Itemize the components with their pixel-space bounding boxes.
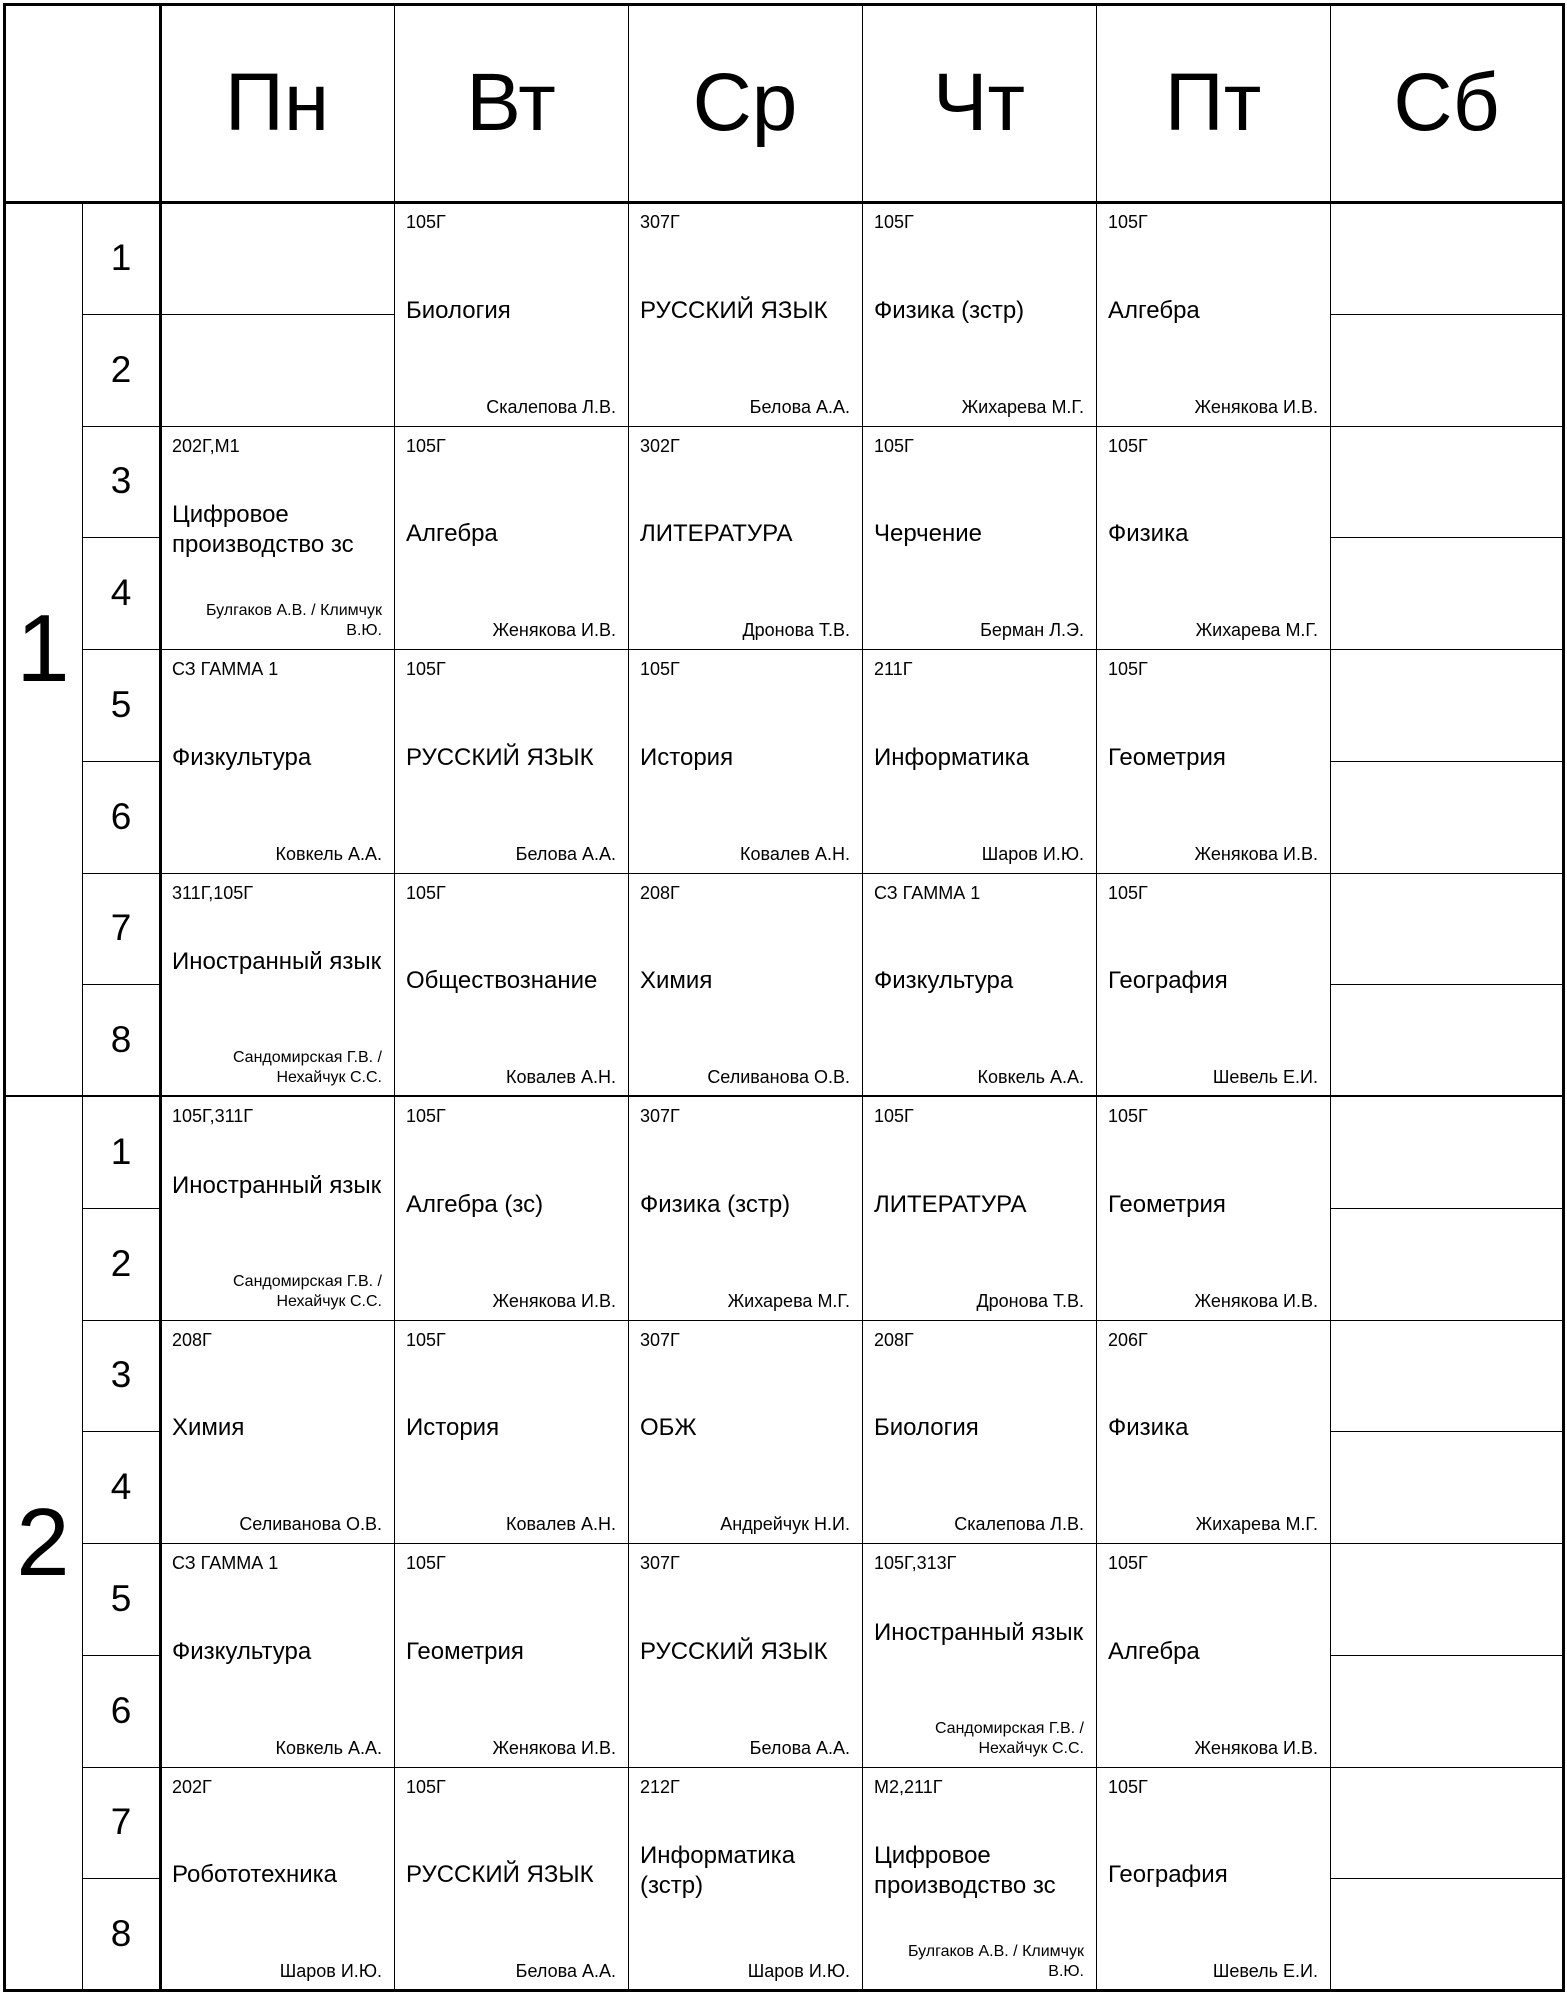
room-label: 105Г bbox=[406, 212, 446, 232]
room-label: 311Г,105Г bbox=[172, 882, 254, 903]
room-label: 105Г bbox=[1108, 1106, 1148, 1126]
teacher-name: Ковалев А.Н. bbox=[506, 1067, 616, 1087]
lesson-cell bbox=[862, 873, 1096, 1097]
day-column-divider bbox=[628, 4, 629, 1990]
subject-name: Обществознание bbox=[406, 967, 598, 995]
room-label: 307Г bbox=[640, 212, 680, 232]
frame-left bbox=[3, 4, 6, 1991]
lesson-cell bbox=[628, 1096, 862, 1320]
teacher-name: Ковкель А.А. bbox=[977, 1067, 1084, 1087]
block-divider bbox=[82, 873, 1563, 874]
lesson-cell bbox=[628, 202, 862, 426]
lesson-cell bbox=[394, 1096, 628, 1320]
lesson-cell bbox=[160, 1767, 394, 1991]
room-label: 202Г bbox=[172, 1776, 212, 1797]
empty-slot-divider bbox=[1330, 1878, 1563, 1879]
teacher-name: Белова А.А. bbox=[749, 1737, 850, 1758]
lesson-cell bbox=[1096, 873, 1330, 1097]
room-label: 105Г bbox=[406, 1329, 446, 1350]
period-divider bbox=[82, 1208, 160, 1209]
subject-name: Физика bbox=[1108, 520, 1189, 548]
empty-slot-divider bbox=[1330, 761, 1563, 762]
subject-name: История bbox=[640, 743, 734, 771]
period-number: 4 bbox=[110, 572, 132, 614]
period-number: 1 bbox=[110, 1130, 132, 1172]
room-label: 105Г bbox=[1108, 882, 1148, 903]
period-number: 5 bbox=[110, 683, 132, 725]
lesson-cell bbox=[160, 1320, 394, 1544]
room-label: 307Г bbox=[640, 1553, 680, 1573]
room-label: 105Г bbox=[406, 1553, 446, 1573]
period-divider bbox=[82, 761, 160, 762]
week-column-divider bbox=[82, 202, 83, 1990]
subject-name: ЛИТЕРАТУРА bbox=[640, 520, 793, 548]
teacher-name: Ковкель А.А. bbox=[275, 1737, 382, 1758]
room-label: 105Г bbox=[1108, 1776, 1148, 1797]
subject-name: Алгебра (зс) bbox=[406, 1190, 544, 1218]
lesson-cell bbox=[862, 1320, 1096, 1544]
subject-name: Информатика (зстр) bbox=[640, 1842, 796, 1900]
room-label: 105Г bbox=[1108, 435, 1148, 456]
lesson-cell bbox=[394, 649, 628, 873]
lesson-cell bbox=[862, 202, 1096, 426]
day-header-2: Вт bbox=[466, 57, 556, 148]
lesson-cell bbox=[628, 649, 862, 873]
subject-name: Иностранный язык bbox=[172, 948, 382, 976]
block-divider bbox=[82, 1767, 1563, 1768]
subject-name: Алгебра bbox=[1108, 1637, 1200, 1665]
day-column-divider bbox=[394, 4, 395, 1990]
lesson-cell bbox=[628, 1767, 862, 1991]
empty-slot-divider bbox=[1330, 1208, 1563, 1209]
lesson-cell bbox=[160, 1543, 394, 1767]
frame-right bbox=[1562, 4, 1565, 1991]
subject-name: Физика (зстр) bbox=[874, 296, 1025, 324]
subject-name: РУССКИЙ ЯЗЫК bbox=[640, 296, 828, 324]
teacher-name: Андрейчук Н.И. bbox=[720, 1514, 850, 1534]
empty-slot-divider bbox=[1330, 1431, 1563, 1432]
subject-name: Физкультура bbox=[172, 743, 312, 771]
teacher-name: Селиванова О.В. bbox=[239, 1514, 382, 1534]
lesson-cell bbox=[628, 1320, 862, 1544]
period-divider bbox=[82, 1878, 160, 1879]
room-label: 105Г bbox=[406, 1106, 446, 1126]
period-number: 7 bbox=[110, 1801, 132, 1843]
subject-name: РУССКИЙ ЯЗЫК bbox=[406, 743, 594, 771]
lesson-cell bbox=[160, 649, 394, 873]
day-column-divider bbox=[1096, 4, 1097, 1990]
empty-slot-divider bbox=[1330, 314, 1563, 315]
day-column-divider bbox=[1330, 4, 1331, 1990]
subject-name: Алгебра bbox=[406, 520, 498, 548]
subject-name: География bbox=[1108, 967, 1228, 995]
teacher-name: Женякова И.В. bbox=[1194, 1737, 1318, 1758]
block-divider bbox=[82, 649, 1563, 650]
room-label: 105Г bbox=[874, 1106, 914, 1126]
teacher-name: Булгаков А.В. / Климчук В.Ю. bbox=[205, 602, 382, 639]
subject-name: Биология bbox=[874, 1414, 979, 1442]
teacher-name: Шаров И.Ю. bbox=[747, 1961, 850, 1981]
teacher-name: Шевель Е.И. bbox=[1212, 1961, 1318, 1981]
subject-name: Информатика bbox=[874, 743, 1030, 771]
teacher-name: Женякова И.В. bbox=[1194, 396, 1318, 417]
teacher-name: Жихарева М.Г. bbox=[1195, 1514, 1318, 1534]
empty-slot-divider bbox=[1330, 1655, 1563, 1656]
subject-name: Алгебра bbox=[1108, 296, 1200, 324]
lesson-cell bbox=[160, 426, 394, 650]
subject-name: Робототехника bbox=[172, 1861, 337, 1889]
teacher-name: Сандомирская Г.В. / Нехайчук С.С. bbox=[934, 1719, 1084, 1757]
teacher-name: Сандомирская Г.В. / Нехайчук С.С. bbox=[232, 1049, 382, 1086]
lesson-cell bbox=[1096, 649, 1330, 873]
period-number: 3 bbox=[110, 460, 132, 502]
subject-name: История bbox=[406, 1414, 500, 1442]
period-number: 2 bbox=[110, 348, 132, 390]
period-number: 2 bbox=[110, 1242, 132, 1284]
teacher-name: Ковкель А.А. bbox=[275, 843, 382, 864]
room-label: 212Г bbox=[640, 1776, 680, 1797]
room-label: 208Г bbox=[874, 1329, 914, 1350]
empty-slot-divider bbox=[1330, 537, 1563, 538]
room-label: 105Г,313Г bbox=[874, 1553, 957, 1573]
room-label: М2,211Г bbox=[874, 1776, 943, 1797]
period-divider bbox=[82, 314, 160, 315]
teacher-name: Шаров И.Ю. bbox=[981, 843, 1084, 864]
room-label: 105Г bbox=[1108, 1553, 1148, 1573]
period-number: 6 bbox=[110, 795, 132, 837]
lesson-cell bbox=[1096, 426, 1330, 650]
room-label: 208Г bbox=[640, 882, 680, 903]
subject-name: РУССКИЙ ЯЗЫК bbox=[406, 1861, 594, 1889]
lesson-cell bbox=[394, 1543, 628, 1767]
subject-name: Геометрия bbox=[1108, 743, 1226, 771]
teacher-name: Женякова И.В. bbox=[1194, 843, 1318, 864]
teacher-name: Ковалев А.Н. bbox=[740, 843, 850, 864]
room-label: 105Г bbox=[874, 212, 914, 232]
teacher-name: Скалепова Л.В. bbox=[486, 396, 616, 417]
lesson-cell bbox=[394, 426, 628, 650]
teacher-name: Женякова И.В. bbox=[492, 620, 616, 640]
lesson-cell bbox=[394, 1320, 628, 1544]
room-label: 105Г bbox=[640, 659, 680, 679]
teacher-name: Женякова И.В. bbox=[1194, 1290, 1318, 1311]
lesson-cell bbox=[160, 873, 394, 1097]
lesson-cell bbox=[628, 426, 862, 650]
lesson-cell bbox=[1096, 1767, 1330, 1991]
room-label: 307Г bbox=[640, 1329, 680, 1350]
day-header-4: Чт bbox=[932, 57, 1026, 148]
teacher-name: Сандомирская Г.В. / Нехайчук С.С. bbox=[232, 1272, 382, 1310]
period-number: 8 bbox=[110, 1019, 132, 1061]
teacher-name: Скалепова Л.В. bbox=[954, 1514, 1084, 1534]
room-label: СЗ ГАММА 1 bbox=[874, 882, 981, 903]
week-label-1: 1 bbox=[16, 595, 70, 702]
day-header-3: Ср bbox=[692, 57, 798, 148]
room-label: СЗ ГАММА 1 bbox=[172, 659, 279, 679]
period-number: 8 bbox=[110, 1913, 132, 1955]
lesson-cell bbox=[862, 1543, 1096, 1767]
subject-name: География bbox=[1108, 1861, 1228, 1889]
subject-name: Химия bbox=[172, 1414, 245, 1442]
room-label: 302Г bbox=[640, 435, 680, 456]
period-divider bbox=[82, 1431, 160, 1432]
block-divider bbox=[82, 1543, 1563, 1544]
teacher-name: Женякова И.В. bbox=[492, 1290, 616, 1311]
empty-slot-divider bbox=[160, 314, 394, 315]
teacher-name: Жихарева М.Г. bbox=[961, 396, 1084, 417]
block-divider bbox=[82, 1320, 1563, 1321]
period-divider bbox=[82, 1655, 160, 1656]
room-label: 105Г bbox=[1108, 659, 1148, 679]
room-label: 105Г,311Г bbox=[172, 1106, 254, 1126]
lesson-cell bbox=[394, 1767, 628, 1991]
subject-name: ЛИТЕРАТУРА bbox=[874, 1190, 1027, 1218]
room-label: 206Г bbox=[1108, 1329, 1148, 1350]
subject-name: Химия bbox=[640, 967, 713, 995]
room-label: 211Г bbox=[874, 659, 913, 679]
period-number: 4 bbox=[110, 1466, 132, 1508]
teacher-name: Белова А.А. bbox=[515, 843, 616, 864]
lesson-cell bbox=[1096, 1320, 1330, 1544]
lesson-cell bbox=[862, 1096, 1096, 1320]
day-header-1: Пн bbox=[224, 57, 330, 148]
room-label: 307Г bbox=[640, 1106, 680, 1126]
period-divider bbox=[82, 984, 160, 985]
period-number: 7 bbox=[110, 907, 132, 949]
period-number: 6 bbox=[110, 1689, 132, 1731]
subject-name: РУССКИЙ ЯЗЫК bbox=[640, 1637, 828, 1665]
room-label: 105Г bbox=[1108, 212, 1148, 232]
subject-name: Иностранный язык bbox=[874, 1618, 1084, 1646]
period-divider bbox=[82, 537, 160, 538]
room-label: 105Г bbox=[406, 435, 446, 456]
teacher-name: Жихарева М.Г. bbox=[1195, 620, 1318, 640]
lesson-cell bbox=[394, 202, 628, 426]
teacher-name: Булгаков А.В. / Климчук В.Ю. bbox=[907, 1943, 1084, 1980]
teacher-name: Селиванова О.В. bbox=[707, 1067, 850, 1087]
subject-name: Цифровое производство зс bbox=[172, 501, 354, 559]
lesson-cell bbox=[1096, 1543, 1330, 1767]
teacher-name: Ковалев А.Н. bbox=[506, 1514, 616, 1534]
room-label: 208Г bbox=[172, 1329, 212, 1350]
subject-name: Геометрия bbox=[1108, 1190, 1226, 1218]
teacher-name: Дронова Т.В. bbox=[742, 620, 850, 640]
subject-name: Черчение bbox=[874, 520, 983, 548]
lesson-cell bbox=[628, 873, 862, 1097]
period-number: 1 bbox=[110, 236, 132, 278]
subject-name: Физика (зстр) bbox=[640, 1190, 791, 1218]
lesson-cell bbox=[862, 1767, 1096, 1991]
subject-name: Физкультура bbox=[172, 1637, 312, 1665]
subject-name: Цифровое производство зс bbox=[874, 1842, 1056, 1900]
lesson-cell bbox=[1096, 202, 1330, 426]
room-label: 105Г bbox=[874, 435, 914, 456]
teacher-name: Шевель Е.И. bbox=[1212, 1067, 1318, 1087]
subject-name: Физика bbox=[1108, 1414, 1189, 1442]
lesson-cell bbox=[160, 1096, 394, 1320]
teacher-name: Шаров И.Ю. bbox=[279, 1961, 382, 1981]
day-header-6: Сб bbox=[1393, 57, 1500, 148]
teacher-name: Берман Л.Э. bbox=[980, 620, 1084, 640]
block-divider bbox=[82, 426, 1563, 427]
lesson-cell bbox=[394, 873, 628, 1097]
room-label: СЗ ГАММА 1 bbox=[172, 1553, 279, 1573]
subject-name: ОБЖ bbox=[640, 1414, 697, 1442]
teacher-name: Белова А.А. bbox=[515, 1961, 616, 1981]
teacher-name: Женякова И.В. bbox=[492, 1737, 616, 1758]
week-label-2: 2 bbox=[16, 1489, 70, 1596]
subject-name: Иностранный язык bbox=[172, 1171, 382, 1199]
teacher-name: Жихарева М.Г. bbox=[727, 1290, 850, 1311]
lesson-cell bbox=[862, 649, 1096, 873]
teacher-name: Дронова Т.В. bbox=[976, 1290, 1084, 1311]
period-column-divider bbox=[159, 4, 162, 1990]
day-header-5: Пт bbox=[1164, 57, 1262, 148]
subject-name: Биология bbox=[406, 296, 511, 324]
subject-name: Физкультура bbox=[874, 967, 1014, 995]
period-number: 5 bbox=[110, 1577, 132, 1619]
room-label: 105Г bbox=[406, 882, 446, 903]
room-label: 105Г bbox=[406, 1776, 446, 1797]
day-column-divider bbox=[862, 4, 863, 1990]
lesson-cell bbox=[628, 1543, 862, 1767]
lesson-cell bbox=[862, 426, 1096, 650]
teacher-name: Белова А.А. bbox=[749, 396, 850, 417]
room-label: 105Г bbox=[406, 659, 446, 679]
room-label: 202Г,М1 bbox=[172, 435, 240, 456]
subject-name: Геометрия bbox=[406, 1637, 524, 1665]
lesson-cell bbox=[1096, 1096, 1330, 1320]
empty-slot-divider bbox=[1330, 984, 1563, 985]
period-number: 3 bbox=[110, 1354, 132, 1396]
